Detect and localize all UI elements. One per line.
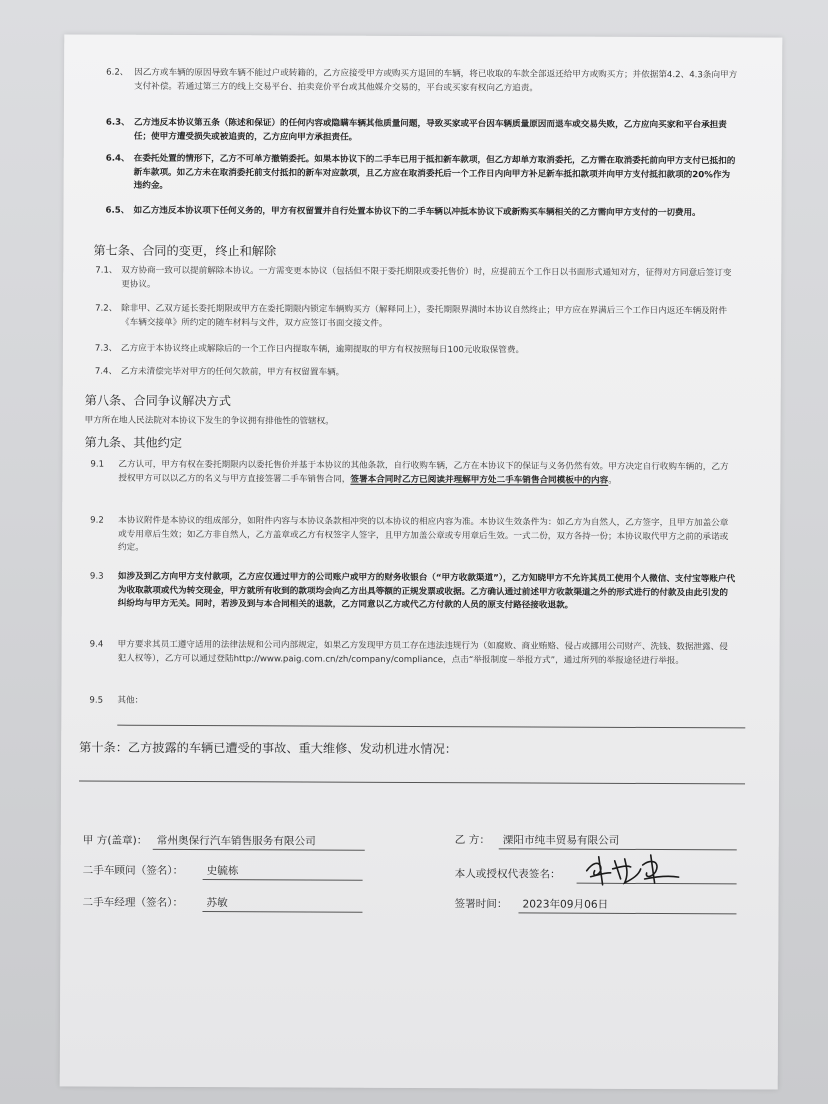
clause-9-1-emphasis: 签署本合同时乙方已阅读并理解甲方处二手车销售合同模板中的内容: [350, 474, 609, 486]
date-value: 2023年09月06日: [522, 898, 609, 911]
party-a-line: [153, 849, 365, 851]
clause-9-5-text: 其他：: [117, 695, 144, 706]
advisor-label: 二手车顾问（签名）：: [82, 864, 184, 877]
clause-number: 6.4、: [105, 153, 130, 164]
clause-6-4-text: 在委托处置的情形下，乙方不可单方撤销委托。如果本协议下的二手车已用于抵扣新车款项，但乙方却单方取消委托，乙方需在取消委托前向甲方支付已抵扣的新车款项。如乙方未在取消委托前支付抵扣的新车对应款项，且乙方应在取消委托后一个工作日内向甲方补足新车抵扣款项并向甲方支付抵扣款项的20%作为违约金。: [133, 153, 736, 192]
clause-7-1-text: 双方协商一致可以提前解除本协议。一方需变更本协议（包括但不限于委托期限或委托售价）时，应提前五个工作日以书面形式通知对方，征得对方同意后签订变更协议。: [121, 265, 732, 290]
clause-number: 7.2、: [95, 303, 118, 314]
clause-6-2-text: 因乙方或车辆的原因导致车辆不能过户或转籍的，乙方应接受甲方或购买方退回的车辆，将已收取的车款全部返还给甲方或购买方；并依据第4.2、4.3条向甲方支付补偿。若通过第三方的线上交易平台、拍卖竞价平台或其他媒介交易的，平台或买家有权向乙方追责。: [134, 67, 738, 94]
clause-9-4-text: 甲方要求其员工遵守适用的法律法规和公司内部规定，如果乙方发现甲方员工存在违法违规行为（如腐败、商业贿赂、侵占或挪用公司财产、洗钱、数据泄露、侵犯人权等），乙方可以通过登陆http://www.paig.com.cn/zh/company/compliance，点击“举报制度－举报方式”，通过所列的举报途径进行举报。: [117, 639, 728, 666]
clause-number: 7.4、: [94, 366, 118, 377]
clause-number: 9.1: [90, 459, 105, 470]
other-terms-line: [117, 725, 745, 729]
clause-6-5-text: 如乙方违反本协议项下任何义务的，甲方有权留置并自行处置本协议下的二手车辆以冲抵本协议下或新购买车辆相关的乙方需向甲方支付的一切费用。: [133, 205, 701, 219]
contract-page: [60, 34, 783, 1089]
clause-9-1-text: 乙方认可，甲方有权在委托期限内以委托售价并基于本协议的其他条款，自行收购车辆，乙方在本协议下的保证与义务仍然有效。甲方决定自行收购车辆的，乙方授权甲方可以以乙方的名义与甲方直接签署二手车销售合同，签署本合同时乙方已阅读并理解甲方处二手车销售合同模板中的内容。: [118, 459, 729, 486]
disclosure-line: [79, 781, 745, 785]
section-8-heading: 第八条、合同争议解决方式: [84, 393, 231, 409]
rep-label: 本人或授权代表签名：: [454, 868, 561, 881]
section-7-heading: 第七条、合同的变更，终止和解除: [93, 243, 277, 259]
party-a-label: 甲 方(盖章)：: [82, 834, 148, 847]
clause-number: 6.5、: [105, 205, 130, 216]
handwritten-signature: [581, 849, 691, 891]
party-b-value: 溧阳市纯丰贸易有限公司: [502, 834, 620, 847]
manager-line: [202, 911, 362, 913]
clause-number: 7.3、: [94, 343, 118, 354]
party-b-label: 乙 方：: [454, 834, 490, 847]
clause-7-3-text: 乙方应于本协议终止或解除后的一个工作日内提取车辆，逾期提取的甲方有权按照每日100元收取保管费。: [120, 343, 525, 356]
clause-number: 9.2: [90, 515, 104, 526]
clause-9-3-text: 如涉及到乙方向甲方支付款项，乙方应仅通过甲方的公司账户或甲方的财务收银台（“甲方收款渠道”），乙方知晓甲方不允许其员工使用个人微信、支付宝等账户代为收取款项或代为转交现金，甲方就所有收到的款项均会向乙方出具等额的正规发票或收据。乙方确认通过前述甲方收款渠道之外的形式进行的付款及由此引发的纠纷均与甲方无关。同时，若涉及到与本合同相关的退款，乙方同意以乙方或代乙方付款的人员的原支付路径接收退款。: [117, 571, 736, 611]
clause-6-3-text: 乙方违反本协议第五条（陈述和保证）的任何内容或隐瞒车辆其他质量问题，导致买家或平台因车辆质量原因而退车或交易失败，乙方应向买家和平台承担责任；使甲方遭受损失或被追责的，乙方应向甲方承担责任。: [133, 117, 727, 143]
party-a-value: 常州奥保行汽车销售服务有限公司: [156, 834, 316, 848]
clause-number: 6.3、: [105, 117, 130, 128]
date-label: 签署时间：: [454, 898, 508, 911]
manager-value: 苏敏: [206, 897, 228, 910]
section-10-heading: 第十条：乙方披露的车辆已遭受的事故、重大维修、发动机进水情况：: [79, 740, 458, 757]
section-9-heading: 第九条、其他约定: [84, 435, 183, 450]
clause-number: 9.4: [89, 639, 104, 650]
clause-7-2-text: 除非甲、乙双方延长委托期限或甲方在委托期限内锁定车辆购买方（解释同上），委托期限界满时本协议自然终止；甲方应在界满后三个工作日内返还车辆及附件《车辆交接单》所约定的随车材料与文件，双方应签订书面交接文件。: [121, 303, 727, 329]
clause-number: 6.2、: [106, 67, 129, 78]
advisor-value: 史毓栋: [206, 865, 239, 878]
manager-label: 二手车经理（签名）：: [82, 896, 184, 909]
advisor-line: [203, 879, 363, 881]
clause-number: 9.5: [89, 695, 104, 706]
clause-9-2-text: 本协议附件是本协议的组成部分，如附件内容与本协议条款相冲突的以本协议的相应内容为准。本协议生效条件为：如乙方为自然人，乙方签字，且甲方加盖公章或专用章后生效；如乙方非自然人，乙方盖章或乙方有权签字人签字，且甲方加盖公章或专用章后生效。一式二份，双方各持一份；本协议取代甲方之前的承诺或约定。: [118, 515, 729, 553]
section-8-text: 甲方所在地人民法院对本协议下发生的争议拥有排他性的管辖权。: [84, 415, 334, 427]
clause-7-4-text: 乙方未清偿完毕对甲方的任何欠款前，甲方有权留置车辆。: [120, 366, 345, 378]
date-line: [518, 912, 736, 914]
clause-number: 7.1、: [95, 265, 118, 276]
clause-number: 9.3: [89, 571, 104, 582]
